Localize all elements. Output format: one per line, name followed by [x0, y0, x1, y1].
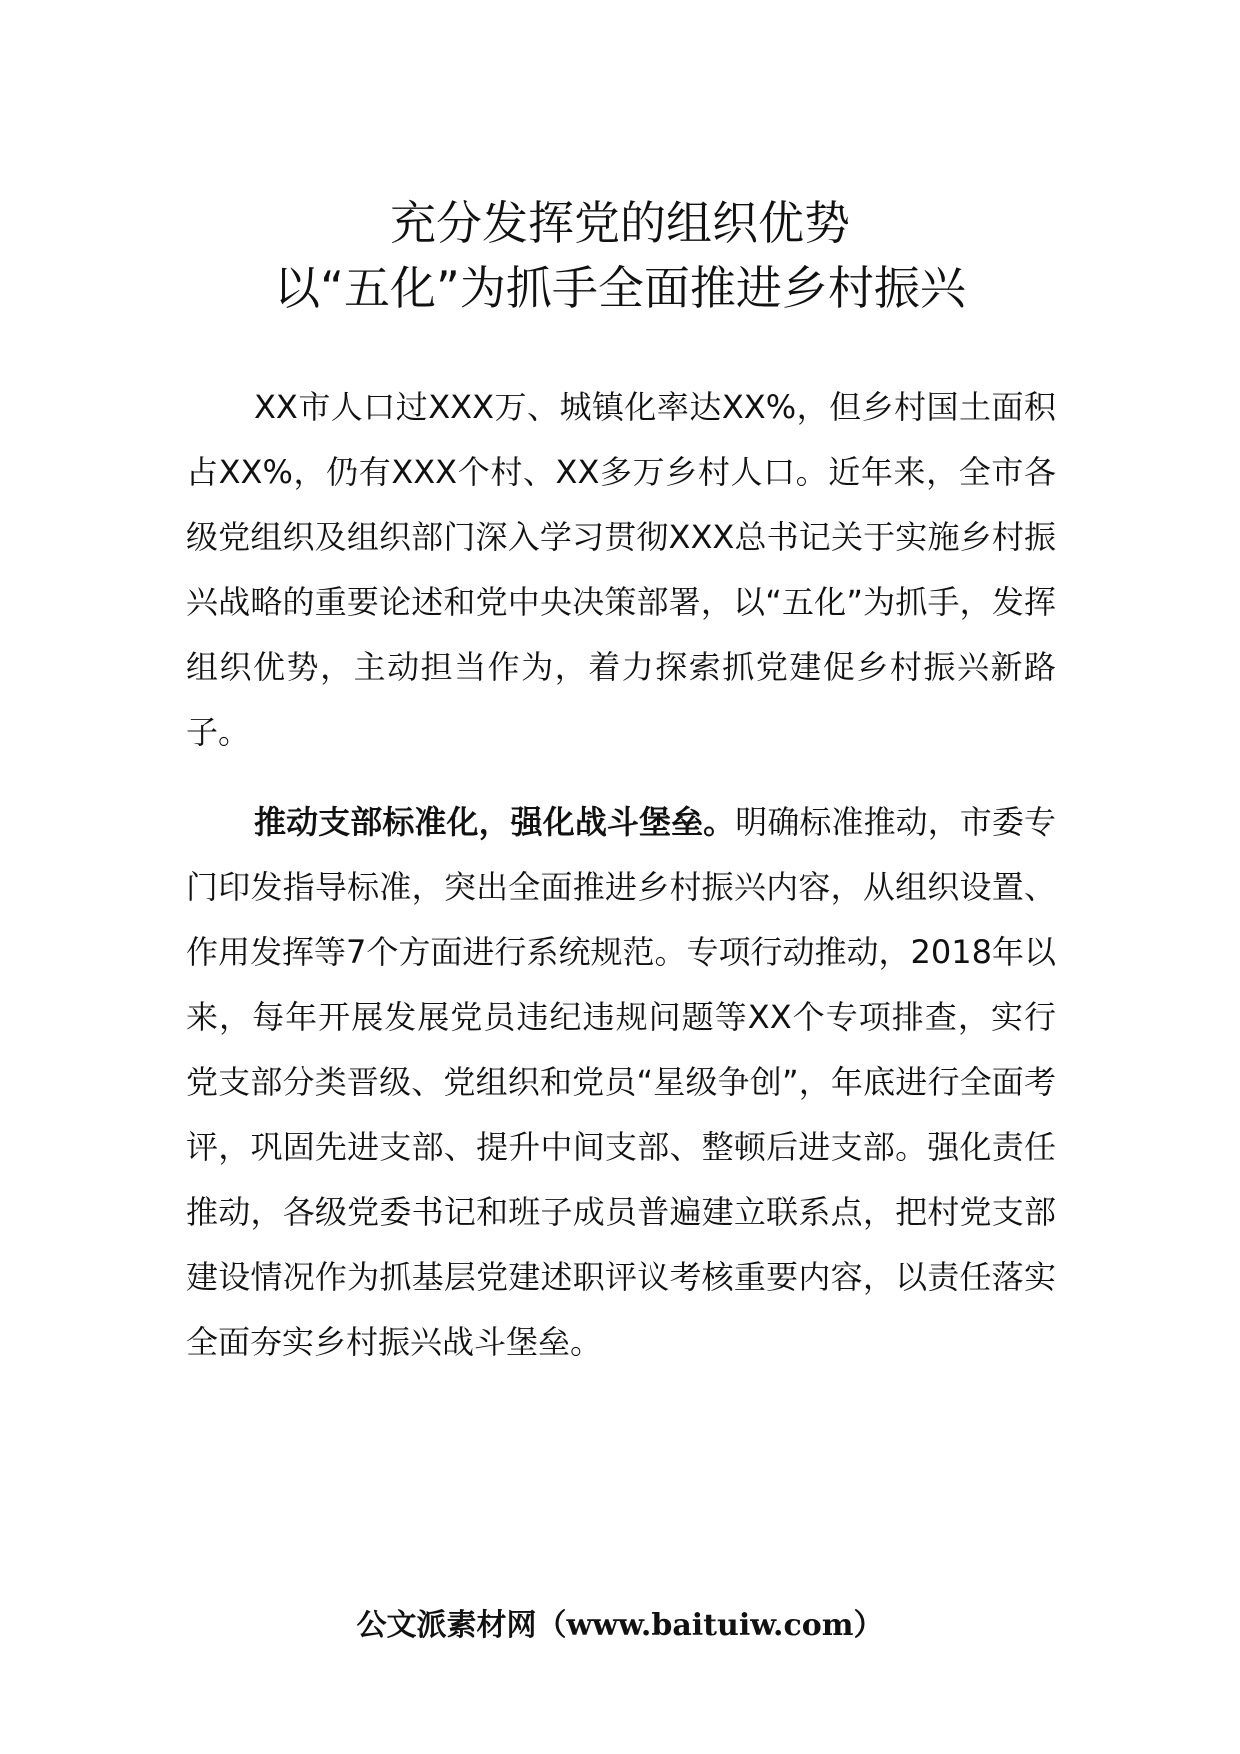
document-title-line-2: 以“五化”为抓手全面推进乡村振兴: [274, 261, 966, 315]
paragraph-section-1-body: 明确标准推动，市委专门印发指导标准，突出全面推进乡村振兴内容，从组织设置、作用发挥等7个方面进行系统规范。专项行动推动，2018年以来，每年开展发展党员违纪违规问题等XX个专项排查，实行党支部分类晋级、党组织和党员“星级争创”，年底进行全面考评，巩固先进支部、提升中间支部、整顿后进支部。强化责任推动，各级党委书记和班子成员普遍建立联系点，把村党支部建设情况作为抓基层党建述职评议考核重要内容，以责任落实全面夯实乡村振兴战斗堡垒。: [186, 803, 1056, 1361]
paragraph-section-1-lead: 推动支部标准化，强化战斗堡垒。: [254, 803, 736, 841]
footer-watermark: 公文派素材网（www.baituiw.com）: [356, 1608, 884, 1643]
document-title-line-1: 充分发挥党的组织优势: [390, 196, 850, 250]
paragraph-section-1: [186, 790, 1056, 1375]
paragraph-intro: XX市人口过XXX万、城镇化率达XX%，但乡村国土面积占XX%，仍有XXX个村、XX多万乡村人口。近年来，全市各级党组织及组织部门深入学习贯彻XXX总书记关于实施乡村振兴战略的重要论述和党中央决策部署，以“五化”为抓手，发挥组织优势，主动担当作为，着力探索抓党建促乡村振兴新路子。: [186, 388, 1056, 751]
